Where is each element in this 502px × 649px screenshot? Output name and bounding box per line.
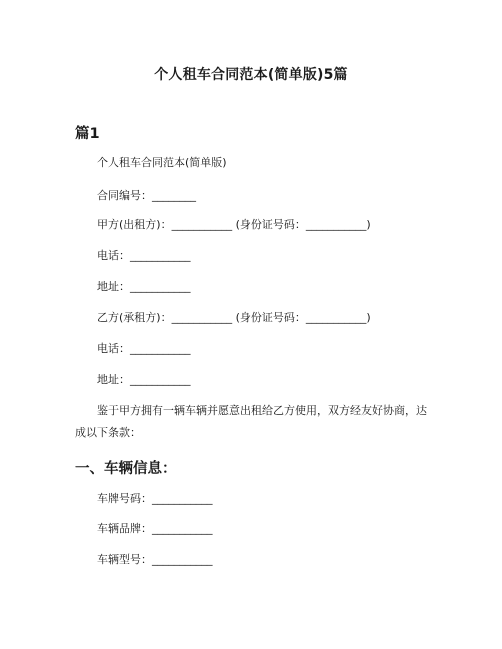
vehicle-model-line: 车辆型号：___________ <box>97 553 213 566</box>
preamble-paragraph: 鉴于甲方拥有一辆车辆并愿意出租给乙方使用，双方经友好协商，达成以下条款： <box>75 404 427 439</box>
vehicle-brand-line: 车辆品牌：___________ <box>97 522 213 535</box>
plate-number-line: 车牌号码：___________ <box>97 492 213 505</box>
contract-number-line: 合同编号：________ <box>97 189 196 202</box>
party-a-phone-line: 电话：___________ <box>97 249 191 262</box>
document-title: 个人租车合同范本(简单版)5篇 <box>154 67 348 83</box>
party-b-phone-line: 电话：___________ <box>97 342 191 355</box>
party-b-address-line: 地址：___________ <box>97 373 191 386</box>
party-a-address-line: 地址：___________ <box>97 280 191 293</box>
party-a-line: 甲方(出租方)：___________ (身份证号码：___________) <box>97 218 371 231</box>
part-heading: 篇1 <box>75 126 100 142</box>
contract-name-line: 个人租车合同范本(简单版) <box>97 156 227 169</box>
party-b-line: 乙方(承租方)：___________ (身份证号码：___________) <box>97 311 371 324</box>
section-1-heading: 一、车辆信息： <box>75 461 177 477</box>
